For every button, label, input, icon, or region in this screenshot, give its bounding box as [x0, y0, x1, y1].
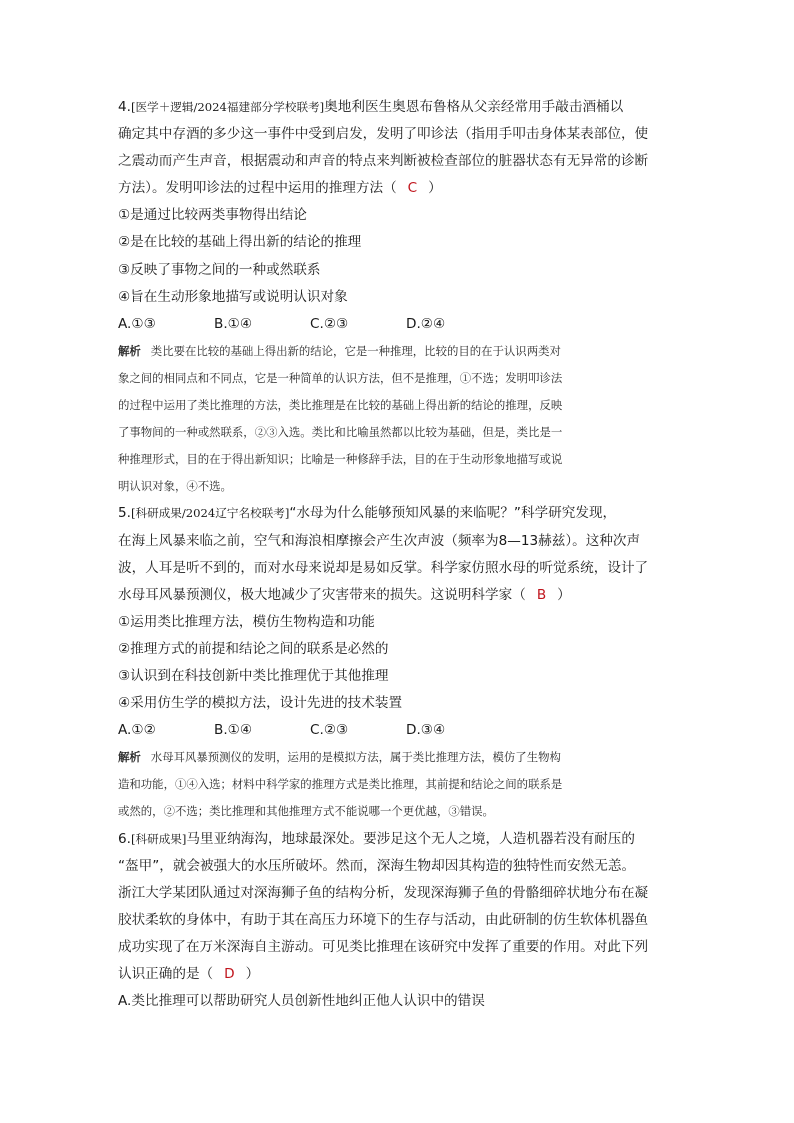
analysis-label: 解析 — [118, 750, 141, 765]
option-a: A.①③ — [118, 315, 156, 332]
question-source: [科研成果] — [130, 831, 187, 846]
analysis-line: 了事物间的一种或然联系，②③入选。类比和比喻虽然都以比较为基础，但是，类比是一 — [118, 425, 563, 440]
question-number: 6. — [118, 830, 131, 847]
statement-item: ①是通过比较两类事物得出结论 — [118, 207, 307, 224]
analysis-line: 的过程中运用了类比推理的方法，类比推理是在比较的基础上得出新的结论的推理，反映 — [118, 398, 563, 413]
option-b: B.①④ — [214, 722, 253, 739]
analysis-line: 解析 水母耳风暴预测仪的发明，运用的是模拟方法，属于类比推理方法，模仿了生物构 — [118, 750, 561, 765]
question-stem-line: 胶状柔软的身体中，有助于其在高压力环境下的生存与活动，由此研制的仿生软体机器鱼 — [118, 911, 649, 928]
option-c: C.②③ — [310, 315, 349, 332]
question-stem-line: 5.[科研成果/2024辽宁名校联考]“水母为什么能够预知风暴的来临呢？”科学研究发现， — [118, 505, 617, 522]
option-b: B.①④ — [214, 315, 253, 332]
document-page — [118, 94, 678, 1015]
question-source: [医学＋逻辑/2024福建部分学校联考] — [130, 100, 325, 114]
question-5 — [118, 500, 678, 825]
question-stem-line: 认识正确的是（ D ） — [118, 966, 260, 982]
analysis-line: 造和功能，①④入选；材料中科学家的推理方式是类比推理，其前提和结论之间的联系是 — [118, 777, 563, 792]
statement-item: ②推理方式的前提和结论之间的联系是必然的 — [118, 640, 389, 657]
statement-item: ②是在比较的基础上得出新的结论的推理 — [118, 234, 362, 251]
option-a: A.①② — [118, 722, 156, 739]
answer-options — [118, 311, 678, 338]
question-source: [科研成果/2024辽宁名校联考] — [130, 506, 290, 521]
question-number: 4. — [118, 99, 131, 115]
statement-item: ④旨在生动形象地描写或说明认识对象 — [118, 288, 348, 305]
question-stem-line: 成功实现了在万米深海自主游动。可见类比推理在该研究中发挥了重要的作用。对此下列 — [118, 938, 649, 955]
answer-option: A.类比推理可以帮助研究人员创新性地纠正他人认识中的错误 — [118, 993, 485, 1010]
question-stem-line: 波，人耳是听不到的，而对水母来说却是易如反掌。科学家仿照水母的听觉系统，设计了 — [118, 559, 649, 576]
statement-item: ③认识到在科技创新中类比推理优于其他推理 — [118, 667, 389, 684]
question-number: 5. — [118, 505, 131, 522]
analysis-line: 种推理形式，目的在于得出新知识；比喻是一种修辞手法，目的在于生动形象地描写或说 — [118, 452, 563, 467]
question-stem-line: “盔甲”，就会被强大的水压所破坏。然而，深海生物却因其构造的独特性而安然无恙。 — [118, 857, 636, 874]
question-stem-line: 在海上风暴来临之前，空气和海浪相摩擦会产生次声波（频率为8—13赫兹）。这种次声 — [118, 532, 641, 549]
analysis-line: 明认识对象，④不选。 — [118, 479, 232, 494]
question-stem-line: 浙江大学某团队通过对深海狮子鱼的结构分析，发现深海狮子鱼的骨骼细碎状地分布在凝 — [118, 884, 649, 901]
analysis-label: 解析 — [118, 343, 141, 358]
analysis-line: 象之间的相同点和不同点，它是一种简单的认识方法，但不是推理，①不选；发明叩诊法 — [118, 370, 563, 385]
option-d: D.③④ — [406, 722, 446, 739]
statement-item: ④采用仿生学的模拟方法，设计先进的技术装置 — [118, 695, 403, 712]
statement-item: ①运用类比推理方法，模仿生物构造和功能 — [118, 613, 375, 630]
answer-letter: B — [536, 586, 547, 603]
analysis-line: 或然的，②不选；类比推理和其他推理方式不能说哪一个更优越，③错误。 — [118, 804, 494, 819]
question-stem-line: 确定其中存酒的多少这一事件中受到启发，发明了叩诊法（指用手叩击身体某表部位，使 — [118, 126, 649, 143]
question-6 — [118, 826, 678, 1016]
answer-letter: C — [407, 180, 418, 197]
option-d: D.②④ — [406, 315, 446, 332]
question-stem-line: 水母耳风暴预测仪，极大地减少了灾害带来的损失。这说明科学家（ B ） — [118, 586, 571, 603]
question-stem-line: 6.[科研成果]马里亚纳海沟，地球最深处。要涉足这个无人之境，人造机器若没有耐压的 — [118, 830, 635, 847]
answer-letter: D — [224, 966, 235, 982]
statement-item: ③反映了事物之间的一种或然联系 — [118, 261, 321, 278]
answer-options — [118, 717, 678, 744]
question-stem-line: 4.[医学＋逻辑/2024福建部分学校联考]奥地利医生奥恩布鲁格从父亲经常用手敲击酒桶以 — [118, 99, 624, 115]
question-stem-line: 方法）。发明叩诊法的过程中运用的推理方法（ C ） — [118, 180, 442, 197]
question-stem-line: 之震动而产生声音，根据震动和声音的特点来判断被检查部位的脏器状态有无异常的诊断 — [118, 153, 649, 170]
analysis-line: 解析 类比要在比较的基础上得出新的结论，它是一种推理，比较的目的在于认识两类对 — [118, 343, 561, 358]
question-4 — [118, 94, 678, 500]
option-c: C.②③ — [310, 722, 349, 739]
